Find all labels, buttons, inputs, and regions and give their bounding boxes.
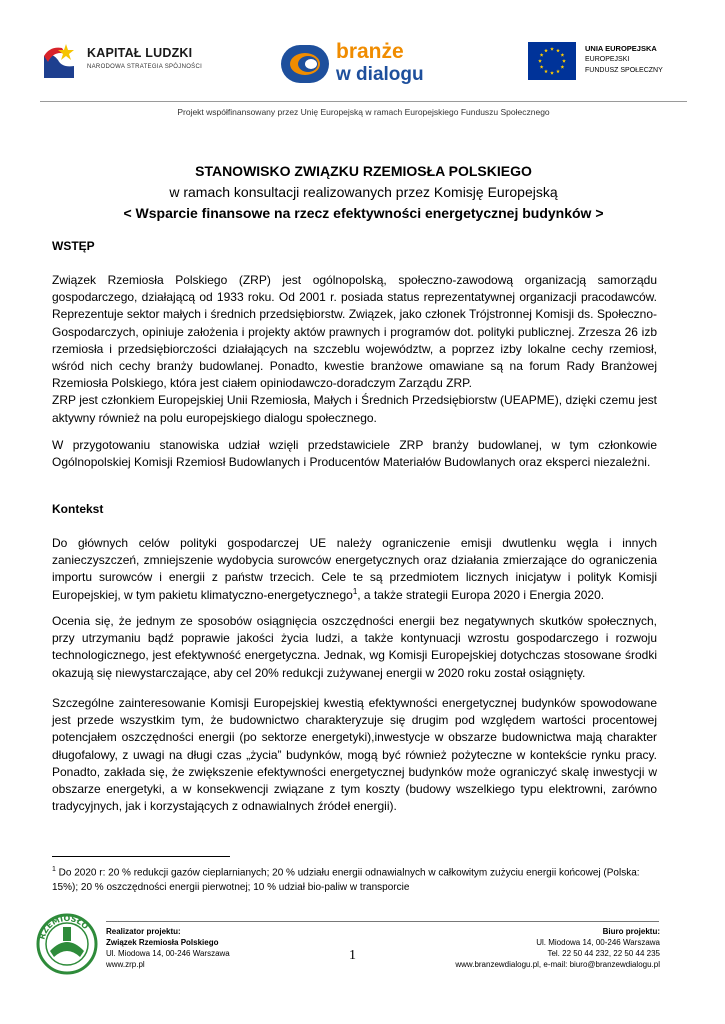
branze-text: branże (336, 40, 404, 63)
kapital-ludzki-subtitle: NARODOWA STRATEGIA SPÓJNOŚCI (87, 64, 203, 70)
paragraph-eu-goals-tail: , a także strategii Europa 2020 i Energia 2020. (357, 587, 605, 602)
rzemioslo-logo-text: RZEMIOSŁO (37, 913, 91, 941)
kapital-ludzki-logo (40, 40, 203, 86)
w-dialogu-text: w dialogu (336, 64, 424, 85)
dialog-bubble-icon (280, 42, 330, 86)
implementer-name: Związek Rzemiosła Polskiego (106, 938, 219, 947)
eu-logo (528, 42, 698, 82)
office-web-email[interactable]: www.branzewdialogu.pl, e-mail: biuro@branzewdialogu.pl (455, 960, 660, 969)
document-subtitle: w ramach konsultacji realizowanych przez Komisję Europejską (169, 184, 558, 200)
kapital-ludzki-title: KAPITAŁ LUDZKI (87, 46, 193, 60)
paragraph-energy-efficiency: Ocenia się, że jednym ze sposobów osiągnięcia oszczędności energii bez negatywnych skutków społecznych, przy utrzymaniu bądź poprawie jakości życia ludzi, a także kontynuacji wzrostu gospodarczego i rozwoju technologicznego, jest efektywność energetyczna. Jednak, wg Komisji Europejskiej dotychczas stosowane środki okazują się niewystarczające, aby cel 20% redukcji zużywanej energii w 2020 roku został osiągnięty. (52, 614, 657, 680)
footnote (52, 862, 662, 895)
paragraph-buildings: Szczególne zainteresowanie Komisji Europejskiej kwestią efektywności energetycznej budynków spowodowane jest przede wszystkim tym, że budownictwo charakteryzuje się drugim pod względem wartości procentowej potencjałem oszczędności energii (po sektorze energetyki),inwestycje w obszarze budownictwa mają charakter długofalowy, z uwagi na długi czas „życia” budynków, mogą być również pożyteczne w kontekście rynku pracy. Ponadto, zakłada się, że zwiększenie efektywności energetycznej budynków może ograniczyć skalę inwestycji w obszarze energetyki, a w konsekwencji związane z tym koszty (budowy wszelkiego typu elektrowni, zarówno tradycyjnych, jak i korzystających z odnawialnych źródeł energii). (52, 696, 657, 814)
branze-w-dialogu-logo (280, 40, 430, 90)
document-title: STANOWISKO ZWIĄZKU RZEMIOSŁA POLSKIEGO (195, 163, 532, 179)
footnote-reference[interactable]: 1 (352, 586, 358, 596)
paragraph-intro-main: Związek Rzemiosła Polskiego (ZRP) jest ogólnopolską, społeczno-zawodową organizacją samorządu gospodarczego, działającą od 1933 roku. Od 2001 r. posiada status reprezentatywnej organizacji pracodawców. Reprezentuje sektor małych i średnich przedsiębiorstw. Związek, jako członek Trójstronnej Komisji ds. Społeczno-Gospodarczych, opiniuje założenia i projekty aktów prawnych i programów dot. polityki publicznej. Zrzesza 26 izb rzemiosła i przedsiębiorczości działających na szczeblu województw, a poprzez izby lokalne cechy rzemiosł, wśród nich cechy branży budowlanej. Ponadto, kwestie branżowe omawiane są na forum Rady Branżowej Rzemiosła Polskiego, która jest ciałem opiniodawczo-doradczym Zarządu ZRP. (52, 273, 657, 391)
paragraph-intro (52, 272, 657, 427)
paragraph-eu-goals-text: Do głównych celów polityki gospodarczej UE należy ograniczenie emisji dwutlenku węgla i innych zanieczyszczeń, zmniejszenie wydobycia surowców energetycznych oraz działania zmierzające do ograniczenia importu surowców i energii z państw trzecich. Cele te są przedmiotem licznych inicjatyw i polityk Komisji Europejskiej, w tym pakietu klimatyczno-energetycznego (52, 536, 657, 602)
footnote-marker: 1 (52, 866, 56, 873)
cofinancing-note: Projekt współfinansowany przez Unię Europejską w ramach Europejskiego Funduszu Społecznego (177, 107, 550, 117)
implementer-label: Realizator projektu: (106, 927, 181, 936)
section-heading-kontekst: Kontekst (52, 502, 104, 516)
section-heading-wstep: WSTĘP (52, 239, 95, 253)
consultation-topic: < Wsparcie finansowe na rzecz efektywności energetycznej budynków > (123, 205, 604, 221)
kapital-ludzki-star-icon (40, 42, 78, 80)
paragraph-intro-ueapme: ZRP jest członkiem Europejskiej Unii Rzemiosła, Małych i Średnich Przedsiębiorstw (UEAPME), dzięki czemu jest aktywny również na polu europejskiego dialogu społecznego. (52, 393, 657, 425)
project-implementer (106, 926, 230, 970)
project-office (450, 926, 660, 970)
paragraph-preparation: W przygotowaniu stanowiska udział wzięli przedstawiciele ZRP branży budowlanej, w tym członkowie Ogólnopolskiej Komisji Rzemiosł Budowlanych i Producentów Materiałów Budowlanych oraz eksperci niezależni. (52, 438, 657, 470)
implementer-website[interactable]: www.zrp.pl (106, 960, 145, 969)
footnote-divider (52, 856, 230, 857)
eu-fund-line1: EUROPEJSKI (585, 56, 630, 63)
office-label: Biuro projektu: (602, 927, 660, 936)
footer-divider (106, 921, 659, 922)
header-divider (40, 101, 687, 102)
office-address: Ul. Miodowa 14, 00-246 Warszawa (536, 938, 660, 947)
paragraph-eu-goals (52, 535, 657, 604)
footnote-text: Do 2020 r: 20 % redukcji gazów cieplarnianych; 20 % udziału energii odnawialnych w całkowitym zużyciu energii końcowej (Polska: 15%); 20 % oszczędności energii pierwotnej; 10 % udział bio-paliw w transporcie (52, 867, 640, 894)
implementer-address: Ul. Miodowa 14, 00-246 Warszawa (106, 949, 230, 958)
eu-fund-line2: FUNDUSZ SPOŁECZNY (585, 67, 663, 74)
office-phone: Tel. 22 50 44 232, 22 50 44 235 (547, 949, 660, 958)
rzemioslo-logo (36, 913, 98, 975)
eu-flag-icon (528, 42, 576, 80)
page-number: 1 (349, 948, 356, 963)
eu-union-text: UNIA EUROPEJSKA (585, 44, 657, 53)
